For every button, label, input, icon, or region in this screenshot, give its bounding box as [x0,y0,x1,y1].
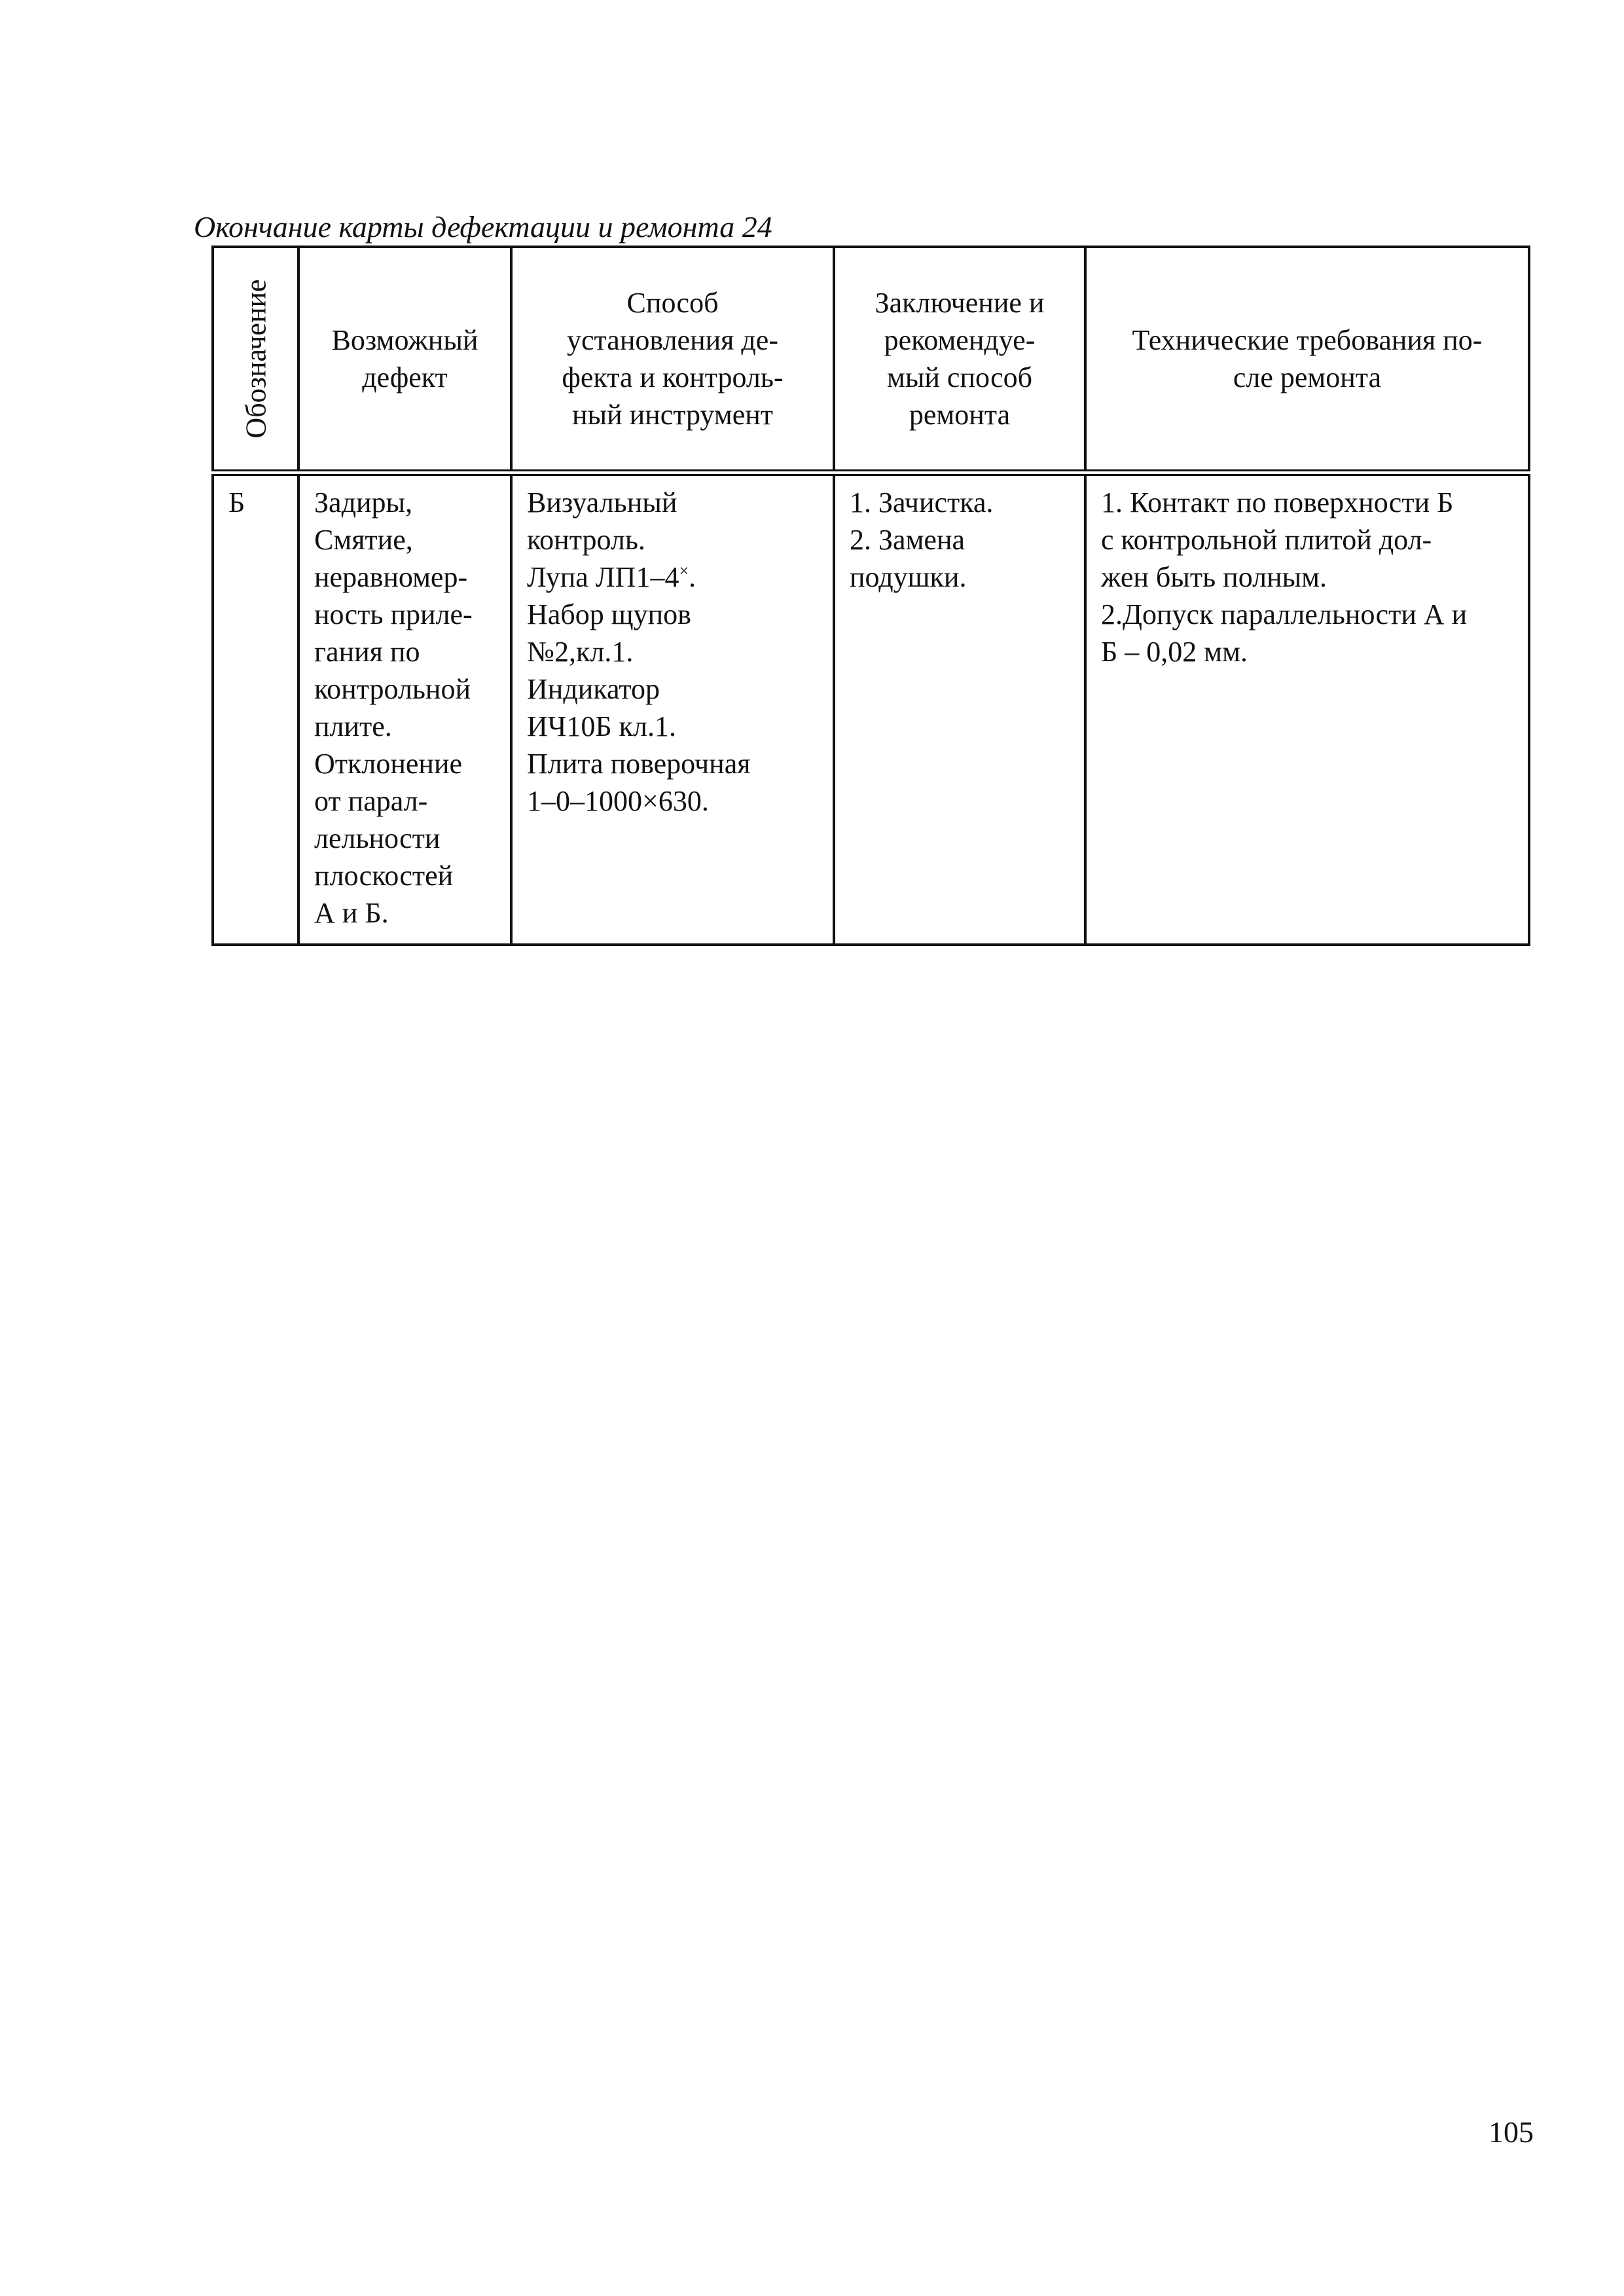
table-row [213,473,1529,945]
table-header-row [213,247,1529,473]
header-method: Способ установления де- фекта и контроль- ный инструмент [511,247,834,473]
cell-conclusion: 1. Зачистка. 2. Замена подушки. [834,473,1085,945]
loupe-line: Лупа ЛП1–4×. [527,561,696,593]
cell-requirements: 1. Контакт по поверхности Б с контрольной плитой дол- жен быть полным. 2.Допуск параллельности А и Б – 0,02 мм. [1085,473,1529,945]
defect-repair-table [211,246,1530,946]
header-defect: Возможный дефект [298,247,511,473]
table-caption: Окончание карты дефектации и ремонта 24 [194,210,772,244]
header-requirements: Технические требования по- сле ремонта [1085,247,1529,473]
header-conclusion: Заключение и рекомендуе- мый способ ремонта [834,247,1085,473]
header-designation-label: Обозначение [240,279,272,439]
cell-designation: Б [213,473,298,945]
header-designation [213,247,298,473]
cell-method: Визуальный контроль. Лупа ЛП1–4×. Набор щупов №2,кл.1. Индикатор ИЧ10Б кл.1. Плита поверочная 1–0–1000×630. [511,473,834,945]
page-number: 105 [1489,2115,1534,2149]
cell-defect: Задиры, Смятие, неравномер- ность приле- гания по контрольной плите. Отклонение от парал- лельности плоскостей А и Б. [298,473,511,945]
